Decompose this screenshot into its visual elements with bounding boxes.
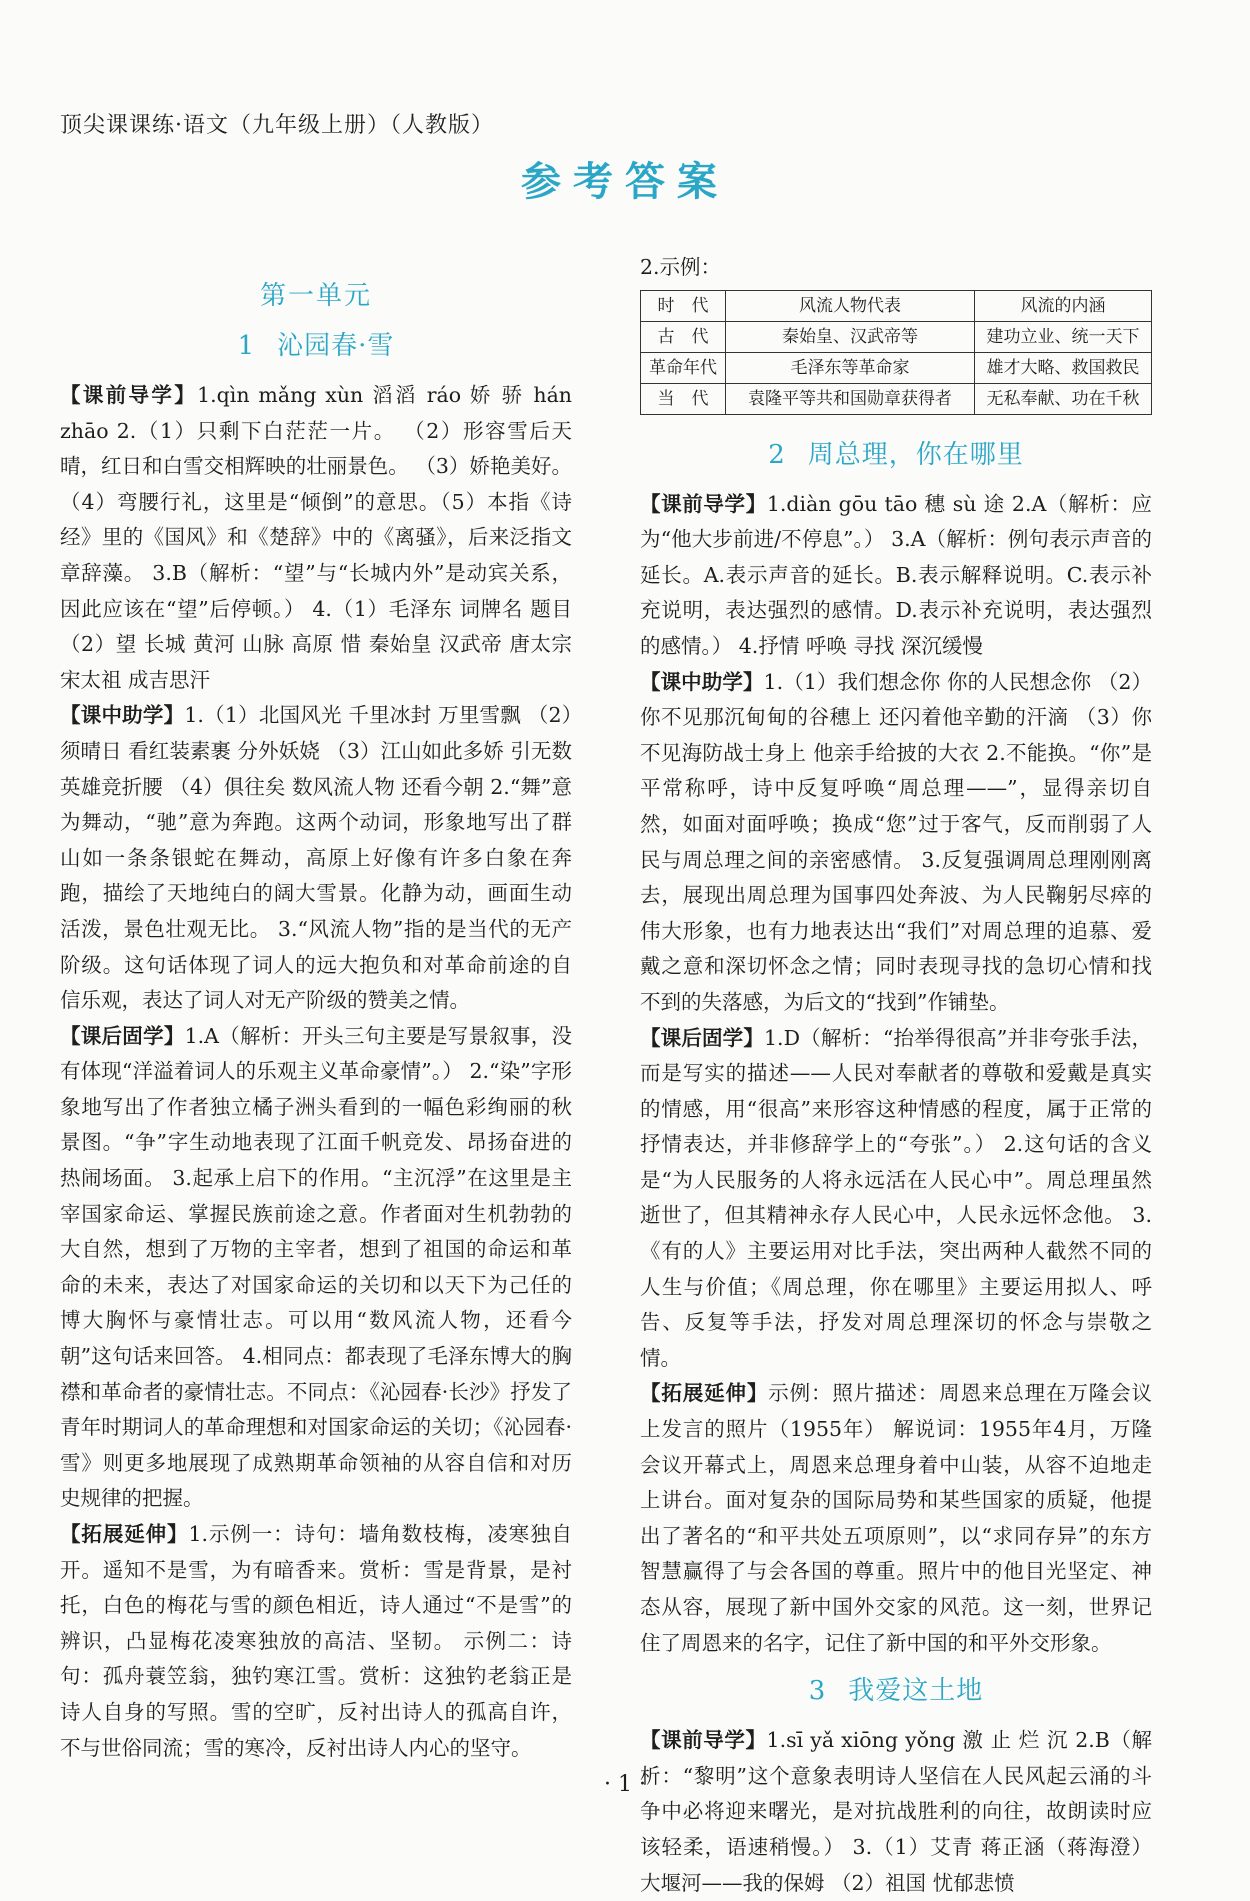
answer-text: 1.qìn mǎng xùn 滔滔 ráo 娇 骄 hán zhāo 2.（1）只剩下白茫茫一片。 （2）形容雪后天晴，红日和白雪交相辉映的壮丽景色。 （3）娇艳美好。 （4）弯腰行礼，这里是“倾倒”的意思。（5）本指《诗经》里的《国风》和《楚辞》中的《离骚》，后来泛指文章辞藻。 3.B（解析：“望”与“长城内外”是动宾关系，因此应该在“望”后停顿。） 4.（1）毛泽东 词牌名 题目 （2）望 长城 黄河 山脉 高原 惜 秦始皇 汉武帝 唐太宗 宋太祖 成吉思汗 xyxy=(60,383,572,692)
section-tag: 【课前导学】 xyxy=(640,1728,767,1753)
table-cell: 雄才大略、救国救民 xyxy=(975,352,1152,383)
answer-paragraph xyxy=(60,1019,572,1517)
table-cell: 袁隆平等共和国勋章获得者 xyxy=(726,383,975,414)
section-tag: 【课后固学】 xyxy=(640,1025,765,1050)
table-cell: 当 代 xyxy=(641,383,726,414)
table-header-cell: 时 代 xyxy=(641,290,726,321)
answer-text: 1.A（解析：开头三句主要是写景叙事，没有体现“洋溢着词人的乐观主义革命豪情”。） 2.“染”字形象地写出了作者独立橘子洲头看到的一幅色彩绚丽的秋景图。“争”字生动地表现了江面千帆竞发、昂扬奋进的热闹场面。 3.起承上启下的作用。“主沉浮”在这里是主宰国家命运、掌握民族前途之意。作者面对生机勃勃的大自然，想到了万物的主宰者，想到了祖国的命运和革命的未来，表达了对国家命运的关切和以天下为己任的博大胸怀与豪情壮志。可以用“数风流人物，还看今朝”这句话来回答。 4.相同点：都表现了毛泽东博大的胸襟和革命者的豪情壮志。不同点：《沁园春·长沙》抒发了青年时期词人的革命理想和对国家命运的关切；《沁园春·雪》则更多地展现了成熟期革命领袖的从容自信和对历史规律的把握。 xyxy=(60,1023,572,1511)
answer-paragraph xyxy=(640,1376,1152,1661)
section-number: 2 xyxy=(768,439,786,470)
table-header-cell: 风流人物代表 xyxy=(726,290,975,321)
section-tag: 【拓展延伸】 xyxy=(60,1522,189,1546)
table-header-row xyxy=(641,290,1152,321)
section-title-text: 沁园春·雪 xyxy=(277,331,395,361)
page-number: · 1 · xyxy=(604,1772,646,1797)
era-table xyxy=(640,290,1152,415)
answer-paragraph xyxy=(640,487,1152,665)
right-column xyxy=(640,250,1152,1901)
answer-text: 1.diàn gōu tāo 穗 sù 途 2.A（解析：应为“他大步前进/不停息”。） 3.A（解析：例句表示声音的延长。A.表示声音的延长。B.表示解释说明。C.表示补充说明，表达强烈的感情。D.表示补充说明，表达强烈的感情。） 4.抒情 呼唤 寻找 深沉缓慢 xyxy=(640,491,1152,658)
section-tag: 【课中助学】 xyxy=(640,669,764,694)
section-number: 1 xyxy=(237,331,256,361)
section-tag: 【课后固学】 xyxy=(60,1023,185,1048)
answer-text: 1.sī yǎ xiōng yǒng 激 止 烂 沉 2.B（解析：“黎明”这个意象表明诗人坚信在人民风起云涌的斗争中必将迎来曙光，是对抗战胜利的向往，故朗读时应该轻柔，语速稍慢。） 3.（1）艾青 蒋正涵（蒋海澄） 大堰河——我的保姆 （2）祖国 忧郁悲愤 xyxy=(640,1728,1152,1895)
section-title-text: 周总理，你在哪里 xyxy=(807,439,1024,470)
section-title-1 xyxy=(60,324,572,368)
section-title-2 xyxy=(640,433,1152,477)
section-tag: 【拓展延伸】 xyxy=(640,1381,769,1406)
section-number: 3 xyxy=(808,1676,827,1707)
answer-text: 1.D（解析：“抬举得很高”并非夸张手法，而是写实的描述——人民对奉献者的尊敬和爱戴是真实的情感，用“很高”来形容这种情感的程度，属于正常的抒情表达，并非修辞学上的“夸张”。） 2.这句话的含义是“为人民服务的人将永远活在人民心中”。周总理虽然逝世了，但其精神永存人民心中，人民永远怀念他。 3.《有的人》主要运用对比手法，突出两种人截然不同的人生与价值；《周总理，你在哪里》主要运用拟人、呼告、反复等手法，抒发对周总理深切的怀念与崇敬之情。 xyxy=(640,1025,1152,1370)
answer-paragraph xyxy=(640,1021,1152,1377)
table-cell: 革命年代 xyxy=(641,352,726,383)
section-tag: 【课前导学】 xyxy=(60,383,198,407)
section-title-text: 我爱这土地 xyxy=(848,1676,984,1707)
table-cell: 秦始皇、汉武帝等 xyxy=(726,321,975,352)
answer-paragraph xyxy=(640,1723,1152,1901)
table-header-cell: 风流的内涵 xyxy=(975,290,1152,321)
table-row xyxy=(641,352,1152,383)
answer-paragraph xyxy=(640,665,1152,1021)
answer-text: 1.（1）北国风光 千里冰封 万里雪飘 （2）须晴日 看红装素裹 分外妖娆 （3）江山如此多娇 引无数英雄竞折腰 （4）俱往矣 数风流人物 还看今朝 2.“舞”意为舞动，“驰”意为奔跑。这两个动词，形象地写出了群山如一条条银蛇在舞动，高原上好像有许多白象在奔跑，描绘了天地纯白的阔大雪景。化静为动，画面生动活泼，景色壮观无比。 3.“风流人物”指的是当代的无产阶级。这句话体现了词人的远大抱负和对革命前途的自信乐观，表达了词人对无产阶级的赞美之情。 xyxy=(60,703,572,1013)
answer-paragraph xyxy=(60,698,572,1018)
answer-paragraph xyxy=(60,378,572,698)
answer-text: 1.（1）我们想念你 你的人民想念你 （2）你不见那沉甸甸的谷穗上 还闪着他辛勤的汗滴 （3）你不见海防战士身上 他亲手给披的大衣 2.不能换。“你”是平常称呼，诗中反复呼唤“周总理——”，显得亲切自然，如面对面呼唤；换成“您”过于客气，反而削弱了人民与周总理之间的亲密感情。 3.反复强调周总理刚刚离去，展现出周总理为国事四处奔波、为人民鞠躬尽瘁的伟大形象，也有力地表达出“我们”对周总理的追慕、爱戴之意和深切怀念之情；同时表现寻找的急切心情和找不到的失落感，为后文的“找到”作铺垫。 xyxy=(640,669,1153,1014)
table-cell: 建功立业、统一天下 xyxy=(975,321,1152,352)
section-tag: 【课中助学】 xyxy=(60,703,185,728)
table-cell: 无私奉献、功在千秋 xyxy=(975,383,1152,414)
section-title-3 xyxy=(640,1669,1152,1713)
page-title: 参考答案 xyxy=(521,158,729,205)
table-row xyxy=(641,383,1152,414)
answer-paragraph xyxy=(60,1517,572,1766)
table-row xyxy=(641,321,1152,352)
section-tag: 【课前导学】 xyxy=(640,491,767,516)
left-column xyxy=(60,250,572,1766)
answer-text: 1.示例一：诗句：墙角数枝梅，凌寒独自开。遥知不是雪，为有暗香来。赏析：雪是背景，是衬托，白色的梅花与雪的颜色相近，诗人通过“不是雪”的辨识，凸显梅花凌寒独放的高洁、坚韧。 示例二：诗句：孤舟蓑笠翁，独钓寒江雪。赏析：这独钓老翁正是诗人自身的写照。雪的空旷，反衬出诗人的孤高自许，不与世俗同流；雪的寒冷，反衬出诗人内心的坚守。 xyxy=(60,1522,573,1760)
table-lead: 2.示例： xyxy=(640,255,722,279)
unit-title: 第一单元 xyxy=(259,281,372,311)
answer-text: 示例：照片描述：周恩来总理在万隆会议上发言的照片（1955年） 解说词：1955年4月，万隆会议开幕式上，周恩来总理身着中山装，从容不迫地走上讲台。面对复杂的国际局势和某些国家的质疑，他提出了著名的“和平共处五项原则”，以“求同存异”的东方智慧赢得了与会各国的尊重。照片中的他目光坚定、神态从容，展现了新中国外交家的风范。这一刻，世界记住了周恩来的名字，记住了新中国的和平外交形象。 xyxy=(640,1381,1153,1655)
table-cell: 毛泽东等革命家 xyxy=(726,352,975,383)
page-header: 顶尖课课练·语文（九年级上册）（人教版） xyxy=(60,113,494,138)
table-cell: 古 代 xyxy=(641,321,726,352)
